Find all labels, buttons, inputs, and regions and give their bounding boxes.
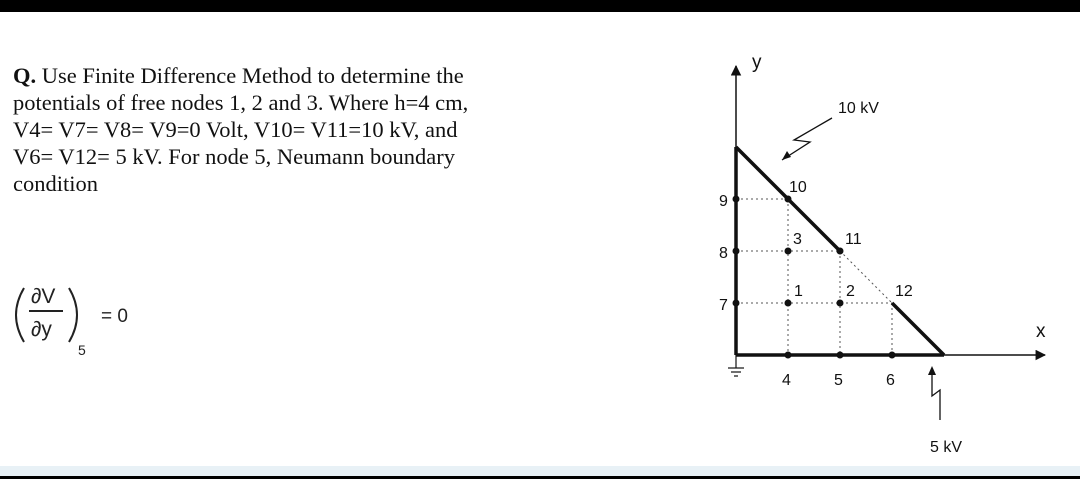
- question-line-3: V4= V7= V8= V9=0 Volt, V10= V11=10 kV, and: [13, 117, 458, 142]
- voltage-label-5kv: 5 kV: [930, 439, 963, 456]
- question-line-2: potentials of free nodes 1, 2 and 3. Where h=4 cm,: [13, 90, 469, 115]
- question-line-1: [13, 62, 593, 89]
- node-11: [837, 248, 844, 255]
- node-label-5: 5: [834, 372, 843, 389]
- node-9: [733, 196, 740, 203]
- node-7: [733, 300, 740, 307]
- formula-denominator: ∂y: [31, 318, 52, 341]
- node-1: [785, 300, 792, 307]
- neumann-formula: [0, 270, 300, 370]
- node-label-4: 4: [782, 372, 791, 389]
- ground-icon: [728, 355, 744, 376]
- lightning-5kv-icon: [932, 370, 940, 420]
- node-label-9: 9: [719, 193, 728, 210]
- formula-rhs: = 0: [101, 306, 128, 327]
- node-label-6: 6: [886, 372, 895, 389]
- formula-right-paren: [69, 288, 77, 342]
- node-labels: [719, 179, 913, 389]
- question-line-5: condition: [13, 171, 98, 196]
- boundary-5kv: [892, 303, 944, 355]
- node-label-10: 10: [789, 179, 807, 196]
- node-label-2: 2: [846, 283, 855, 300]
- question-line-1-text: Use Finite Difference Method to determine the: [41, 63, 464, 88]
- node-2: [837, 300, 844, 307]
- question-label: Q.: [13, 63, 37, 88]
- y-axis-label: y: [752, 52, 762, 73]
- node-label-7: 7: [719, 297, 728, 314]
- node-10: [785, 196, 792, 203]
- node-label-12: 12: [895, 283, 913, 300]
- formula-left-paren: [16, 288, 24, 342]
- formula-numerator: ∂V: [31, 285, 56, 308]
- lightning-10kv-arrowhead: [782, 151, 791, 160]
- grid-dotted-lines: [736, 199, 892, 355]
- grid-diagram: [700, 40, 1080, 470]
- question-line-4: V6= V12= 5 kV. For node 5, Neumann boundary: [13, 144, 456, 169]
- node-label-8: 8: [719, 245, 728, 262]
- question-text: [13, 62, 593, 197]
- node-label-3: 3: [793, 231, 802, 248]
- formula-subscript: 5: [78, 342, 86, 358]
- grid-nodes: [733, 196, 896, 359]
- lightning-5kv-arrowhead: [928, 366, 936, 375]
- node-5: [837, 352, 844, 359]
- lightning-10kv-icon: [782, 118, 832, 160]
- top-black-bar: [0, 0, 1080, 12]
- node-8: [733, 248, 740, 255]
- node-label-1: 1: [794, 283, 803, 300]
- node-label-11: 11: [845, 231, 862, 248]
- node-4: [785, 352, 792, 359]
- node-6: [889, 352, 896, 359]
- x-axis-label: x: [1036, 321, 1046, 342]
- node-3: [785, 248, 792, 255]
- voltage-label-10kv: 10 kV: [838, 100, 879, 117]
